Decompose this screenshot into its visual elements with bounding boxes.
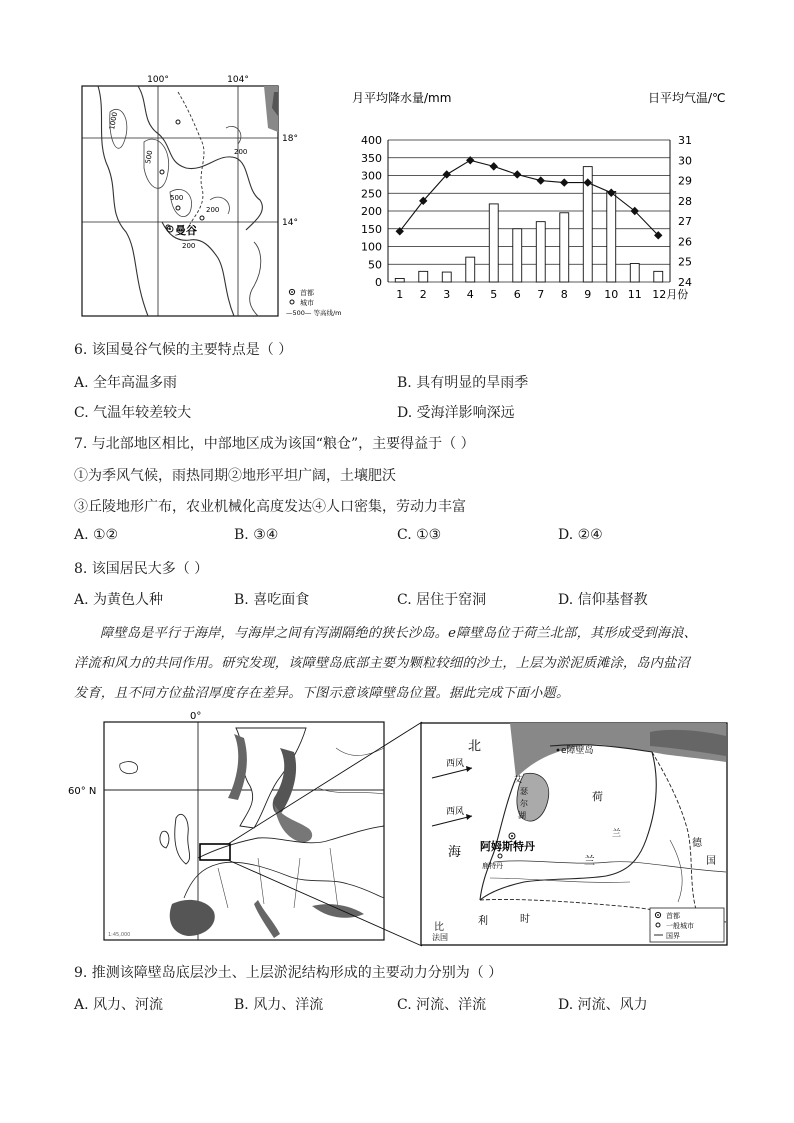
q6-option-a[interactable]: A. 全年高温多雨 — [74, 375, 178, 391]
legend-capital: 首都 — [300, 289, 314, 297]
q7-stem: 7. 与北部地区相比，中部地区成为该国“粮仓”，主要得益于（ ） — [74, 436, 475, 452]
x-tick: 8 — [560, 288, 568, 300]
zoom-connector — [200, 720, 424, 950]
temp-line — [400, 160, 659, 235]
y-right-tick: 26 — [678, 235, 692, 249]
q6-option-b[interactable]: B. 具有明显的旱雨季 — [397, 375, 529, 391]
thailand-map — [78, 72, 348, 320]
x-tick: 5 — [490, 288, 498, 300]
q9-option-d[interactable]: D. 河流、风力 — [558, 997, 648, 1013]
x-tick: 10 — [604, 288, 619, 300]
q9-option-a[interactable]: A. 风力、河流 — [74, 997, 164, 1013]
precip-bar — [442, 272, 451, 282]
lon-label-100: 100° — [147, 75, 169, 85]
q8-option-d[interactable]: D. 信仰基督教 — [558, 592, 648, 608]
precip-bar — [513, 229, 522, 282]
amsterdam-label: 阿姆斯特丹 — [480, 840, 535, 853]
y-right-tick: 25 — [678, 255, 692, 269]
wind-label-1: 西风 — [446, 759, 465, 769]
legend-contour: —500— 等高线/m — [286, 309, 342, 317]
country-char-small: 兰 — [612, 829, 622, 839]
y-right-tick: 24 — [678, 276, 692, 289]
q8-option-a[interactable]: A. 为黄色人种 — [74, 592, 164, 608]
temp-point — [513, 170, 521, 178]
precip-bar — [395, 278, 404, 282]
q7-option-a[interactable]: A. ①② — [74, 527, 119, 543]
q9-option-b[interactable]: B. 风力、洋流 — [234, 997, 324, 1013]
lake-char: 湖 — [518, 811, 526, 820]
country-char: 兰 — [584, 854, 595, 867]
temp-point — [466, 156, 474, 164]
legend-city: 一般城市 — [666, 922, 694, 930]
precip-bar — [419, 271, 428, 282]
q8-option-b[interactable]: B. 喜吃面食 — [234, 592, 310, 608]
wind-label-2: 西风 — [446, 807, 465, 817]
y-left-tick: 400 — [361, 134, 382, 147]
lake-char: 尔 — [520, 799, 528, 808]
y-left-tick: 50 — [368, 258, 382, 272]
y-left-tick: 0 — [375, 276, 382, 289]
lon-label-104: 104° — [227, 75, 249, 85]
y-left-tick: 250 — [361, 187, 382, 201]
y-left-tick: 100 — [361, 240, 382, 254]
q6-stem: 6. 该国曼谷气候的主要特点是（ ） — [74, 342, 293, 358]
q8-stem: 8. 该国居民大多（ ） — [74, 561, 209, 577]
y-left-tick: 200 — [361, 205, 382, 218]
germany-char: 国 — [706, 856, 716, 867]
q7-option-c[interactable]: C. ①③ — [397, 527, 442, 543]
q9-stem: 9. 推测该障壁岛底层沙土、上层淤泥结构形成的主要动力分别为（ ） — [74, 965, 503, 981]
island-label: e障壁岛 — [561, 746, 594, 756]
temp-point — [490, 162, 498, 170]
contour-label: 200 — [206, 206, 220, 214]
y-right-tick: 31 — [678, 134, 692, 147]
europe-lat-label: 60° N — [68, 786, 97, 797]
x-tick: 4 — [466, 288, 474, 300]
sea-char-sea: 海 — [448, 845, 462, 860]
contour-label: 200 — [182, 242, 196, 250]
q9-option-c[interactable]: C. 河流、洋流 — [397, 997, 487, 1013]
legend-capital-dot — [657, 914, 659, 916]
x-tick: 7 — [537, 288, 545, 300]
q6-option-c[interactable]: C. 气温年较差较大 — [74, 405, 192, 421]
belgium-char: 比 — [434, 922, 444, 933]
x-tick: 9 — [584, 288, 592, 300]
q7-option-d[interactable]: D. ②④ — [558, 527, 603, 543]
precip-bar — [560, 213, 569, 282]
country-char: 荷 — [592, 790, 603, 803]
europe-lon-label: 0° — [190, 711, 202, 722]
capital-marker-dot — [169, 228, 171, 230]
q7-line-1: ①为季风气候，雨热同期②地形平坦广阔，土壤肥沃 — [74, 468, 396, 484]
lat-label-14: 14° — [282, 218, 298, 228]
x-tick: 6 — [513, 288, 521, 300]
x-tick: 1 — [396, 288, 404, 300]
contour-label: 200 — [234, 148, 248, 156]
y-right-tick: 28 — [678, 194, 692, 208]
france-label: 法国 — [432, 933, 448, 942]
q7-option-b[interactable]: B. ③④ — [234, 527, 279, 543]
passage-line-2: 洋流和风力的共同作用。研究发现，该障壁岛底部主要为颗粒较细的沙土，上层为淤泥质滩涂，岛内盐沼 — [74, 656, 690, 671]
legend-border: 国界 — [666, 932, 680, 940]
lat-label-18: 18° — [282, 134, 298, 144]
y-right-tick: 29 — [678, 174, 692, 188]
y-right-tick: 27 — [678, 215, 692, 229]
y-left-tick: 300 — [361, 169, 382, 183]
precip-bar — [489, 204, 498, 282]
capital-marker-dot — [511, 835, 513, 837]
bangkok-label: 曼谷 — [175, 224, 197, 237]
x-tick: 3 — [443, 288, 451, 300]
y-left-tick: 350 — [361, 151, 382, 165]
q6-option-d[interactable]: D. 受海洋影响深远 — [397, 405, 515, 421]
x-tick: 2 — [419, 288, 427, 300]
germany-char: 德 — [692, 838, 702, 849]
contour-label: 500 — [170, 194, 184, 202]
y-left-label: 月平均降水量/mm — [352, 91, 452, 105]
precip-bar — [536, 222, 545, 282]
lake-char: 瑟 — [520, 787, 528, 796]
precip-bar — [654, 271, 663, 282]
temp-point — [537, 176, 545, 184]
precip-bar — [607, 191, 616, 282]
belgium-char: 时 — [520, 914, 530, 925]
x-tick: 11 — [627, 288, 642, 300]
netherlands-map — [420, 722, 728, 946]
island-marker — [557, 749, 560, 752]
y-left-tick: 150 — [361, 222, 382, 236]
legend-city-symbol — [290, 300, 294, 304]
legend-city: 城市 — [300, 299, 314, 307]
x-tick: 12月份 — [652, 288, 689, 300]
precip-bar — [466, 257, 475, 282]
q7-line-2: ③丘陵地形广布，农业机械化高度发达④人口密集，劳动力丰富 — [74, 499, 466, 515]
q8-option-c[interactable]: C. 居住于窑洞 — [397, 592, 487, 608]
passage-line-3: 发育，且不同方位盐沼厚度存在差异。下图示意该障壁岛位置。据此完成下面小题。 — [74, 686, 570, 701]
sea-char-north: 北 — [468, 739, 482, 754]
climate-chart — [348, 86, 730, 300]
y-right-label: 日平均气温/℃ — [648, 91, 726, 105]
rotterdam-label: 鹿特丹 — [482, 862, 503, 870]
temp-point — [560, 178, 568, 186]
legend-capital-dot — [291, 291, 293, 293]
passage-line-1: 障壁岛是平行于海岸，与海岸之间有泻湖隔绝的狭长沙岛。e障壁岛位于荷兰北部，其形成受到海浪、 — [100, 626, 698, 641]
lake-char: 艾 — [514, 775, 522, 784]
belgium-char: 利 — [478, 916, 488, 927]
contour-label: 500 — [144, 149, 155, 165]
y-right-tick: 30 — [678, 154, 692, 168]
precip-bar — [630, 264, 639, 282]
scale-label: 1:45,000 — [108, 932, 131, 938]
legend-capital: 首都 — [666, 912, 680, 920]
contour-label: 1000 — [108, 111, 120, 131]
